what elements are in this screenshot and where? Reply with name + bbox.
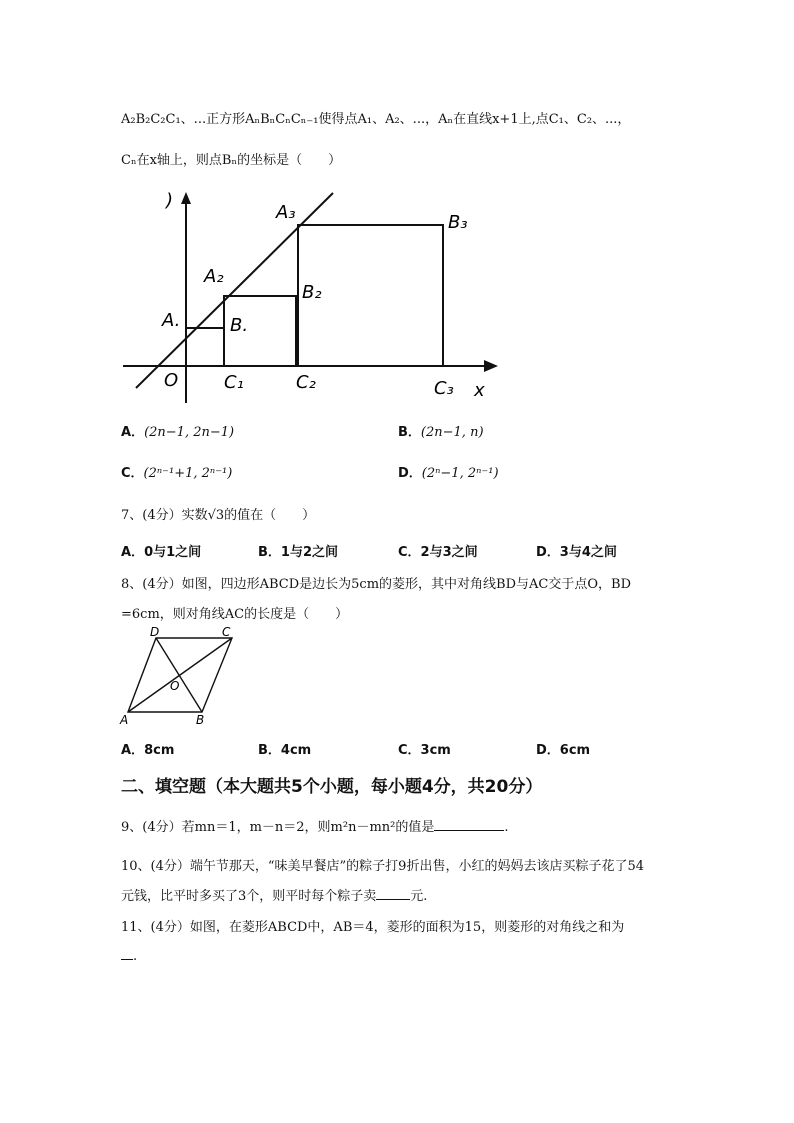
- q8-option-a-text: 8cm: [144, 743, 175, 758]
- label-B: B: [196, 713, 205, 727]
- label-D: D: [150, 625, 160, 639]
- label-B3: B₃: [448, 212, 468, 233]
- q8-option-c[interactable]: [398, 739, 451, 758]
- q6-option-a-letter: A．: [121, 425, 145, 440]
- q7-option-c-text: 2与3之间: [420, 545, 478, 560]
- q9-answer-blank[interactable]: [434, 818, 504, 831]
- y-axis-arrow: [181, 192, 191, 204]
- q8-option-d-letter: D．: [536, 743, 560, 758]
- q8-option-b-letter: B．: [258, 743, 281, 758]
- q6-option-b[interactable]: [398, 421, 484, 440]
- q8-option-d-text: 6cm: [559, 743, 591, 758]
- q11-line2: [121, 947, 137, 964]
- q6-line2: Cₙ在x轴上，则点Bₙ的坐标是（ ）: [121, 153, 342, 168]
- q11-line2-tail: .: [133, 949, 138, 964]
- q6-option-c[interactable]: [121, 462, 232, 481]
- q6-option-a[interactable]: [121, 421, 234, 440]
- q7-option-a[interactable]: [121, 541, 201, 560]
- label-C2: C₂: [296, 372, 316, 393]
- q6-option-c-letter: C．: [121, 466, 144, 481]
- q10-line1: 10、(4分）端午节那天，“味美早餐店”的粽子打9折出售，小红的妈妈去该店买粽子花了54: [121, 859, 644, 874]
- label-B2: B₂: [302, 282, 322, 303]
- q8-line2: =6cm，则对角线AC的长度是（ ）: [121, 607, 349, 622]
- q6-option-d-text: (2ⁿ−1, 2ⁿ⁻¹): [421, 466, 499, 481]
- x-axis-arrow: [484, 360, 498, 372]
- label-O: O: [170, 679, 180, 693]
- q8-option-b-text: 4cm: [280, 743, 312, 758]
- q8-option-c-text: 3cm: [420, 743, 451, 758]
- section-2-title: 二、填空题（本大题共5个小题，每小题4分，共20分）: [121, 777, 543, 797]
- q7-option-d-text: 3与4之间: [559, 545, 617, 560]
- q6-option-b-letter: B．: [398, 425, 421, 440]
- q7-option-b[interactable]: [258, 541, 338, 560]
- label-A: A: [120, 713, 129, 727]
- q10-line2-b: 元.: [410, 889, 428, 904]
- label-O: O: [164, 370, 179, 391]
- q9-tail: .: [504, 820, 509, 835]
- q7-option-a-letter: A．: [121, 545, 145, 560]
- q8-option-a-letter: A．: [121, 743, 145, 758]
- q10-answer-blank[interactable]: [376, 887, 410, 900]
- diagonal-bd: [156, 638, 202, 712]
- q8-option-b[interactable]: [258, 739, 311, 758]
- q7-option-d[interactable]: [536, 541, 617, 560]
- q10-line2: [121, 885, 427, 904]
- q7-stem: 7、(4分）实数√3的值在（ ）: [121, 508, 316, 523]
- q8-option-a[interactable]: [121, 739, 174, 758]
- label-A2: A₂: [204, 266, 224, 287]
- q6-line1: A₂B₂C₂C₁、...正方形AₙBₙCₙCₙ₋₁使得点A₁、A₂、...，Aₙ在直线x+1上,点C₁、C₂、...，: [121, 112, 631, 127]
- q6-option-d-letter: D．: [398, 466, 422, 481]
- q8-line1: 8、(4分）如图，四边形ABCD是边长为5cm的菱形，其中对角线BD与AC交于点O，BD: [121, 577, 631, 592]
- label-A3: A₃: [276, 202, 296, 223]
- q11-answer-blank[interactable]: [121, 947, 133, 960]
- q9-text: 9、(4分）若mn＝1，m－n＝2，则m²n－mn²的值是: [121, 820, 435, 835]
- q7-option-c-letter: C．: [398, 545, 421, 560]
- q7-option-b-letter: B．: [258, 545, 281, 560]
- q8-option-d[interactable]: [536, 739, 590, 758]
- q7-option-b-text: 1与2之间: [280, 545, 339, 560]
- q7-option-d-letter: D．: [536, 545, 560, 560]
- label-C3: C₃: [434, 378, 454, 399]
- label-x: x: [474, 380, 485, 401]
- q8-figure: [116, 624, 246, 728]
- q7-option-c[interactable]: [398, 541, 478, 560]
- label-A1: A.: [162, 310, 181, 331]
- label-C1: C₁: [224, 372, 244, 393]
- q10-line2-a: 元钱，比平时多买了3个，则平时每个粽子卖: [121, 889, 377, 904]
- q6-option-c-text: (2ⁿ⁻¹+1, 2ⁿ⁻¹): [143, 466, 233, 481]
- q11-line1: 11、(4分）如图，在菱形ABCD中，AB＝4，菱形的面积为15，则菱形的对角线之和为: [121, 920, 625, 935]
- label-y: ): [166, 190, 174, 211]
- q7-option-a-text: 0与1之间: [144, 545, 202, 560]
- q8-option-c-letter: C．: [398, 743, 421, 758]
- label-B1: B.: [230, 315, 249, 336]
- q6-option-b-text: (2n−1, n): [420, 425, 484, 440]
- q6-figure: [118, 188, 503, 408]
- q9: [121, 816, 509, 835]
- q6-option-a-text: (2n−1, 2n−1): [144, 425, 235, 440]
- q6-option-d[interactable]: [398, 462, 499, 481]
- label-C: C: [222, 625, 231, 639]
